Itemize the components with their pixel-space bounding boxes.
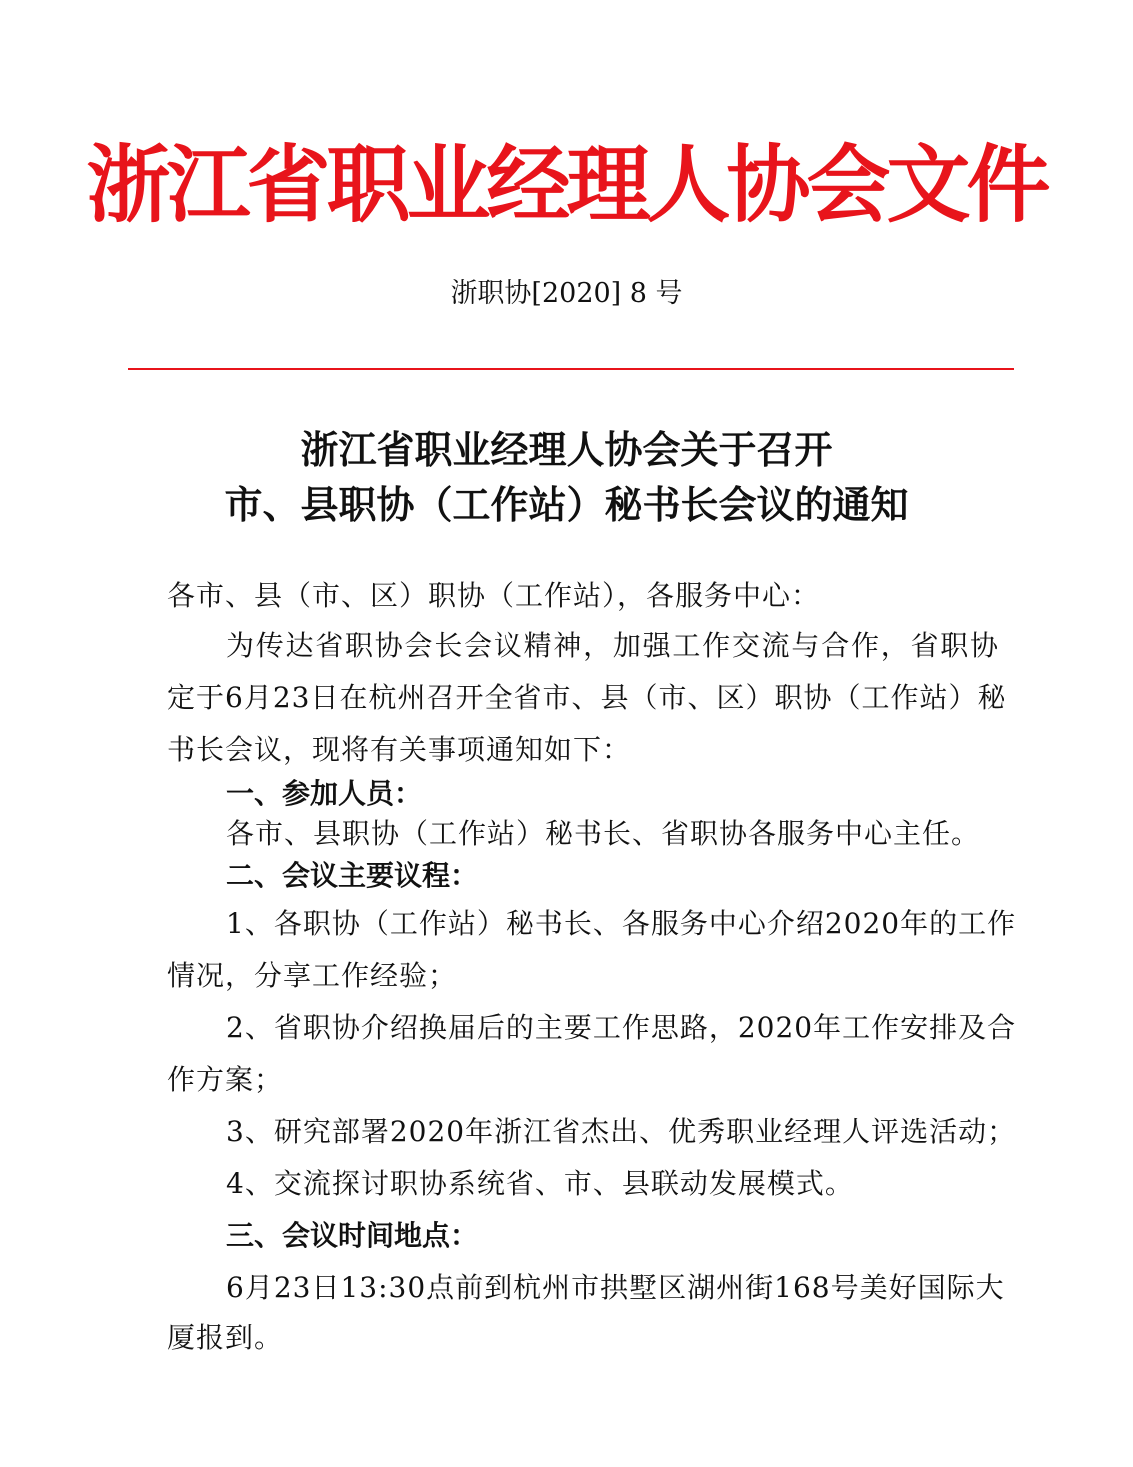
agenda-item-2-line-2: 作方案； (167, 1063, 284, 1096)
notice-title-line-2: 市、县职协（工作站）秘书长会议的通知 (224, 483, 909, 527)
document-number: 浙职协[2020] 8 号 (450, 278, 683, 309)
agenda-item-3: 3、研究部署2020年浙江省杰出、优秀职业经理人评选活动； (226, 1115, 1017, 1148)
section-1-heading: 一、参加人员： (226, 777, 423, 810)
section-3-line-2: 厦报到。 (167, 1321, 284, 1354)
salutation: 各市、县（市、区）职协（工作站），各服务中心： (167, 579, 821, 612)
org-letterhead-title: 浙江省职业经理人协会文件 (86, 136, 1047, 234)
notice-title-line-1: 浙江省职业经理人协会关于召开 (300, 428, 833, 472)
red-divider-line (128, 368, 1014, 370)
intro-line-3: 书长会议，现将有关事项通知如下： (167, 733, 632, 766)
agenda-item-1-line-1: 1、各职协（工作站）秘书长、各服务中心介绍2020年的工作 (226, 907, 1017, 940)
section-3-line-1: 6月23日13:30点前到杭州市拱墅区湖州街168号美好国际大 (226, 1271, 1005, 1304)
intro-line-1: 为传达省职协会长会议精神，加强工作交流与合作，省职协 (226, 629, 999, 662)
intro-line-2: 定于6月23日在杭州召开全省市、县（市、区）职协（工作站）秘 (167, 681, 1007, 714)
section-2-heading: 二、会议主要议程： (226, 859, 479, 892)
section-1-content: 各市、县职协（工作站）秘书长、省职协各服务中心主任。 (226, 817, 981, 850)
agenda-item-1-line-2: 情况，分享工作经验； (167, 959, 458, 992)
section-3-heading: 三、会议时间地点： (226, 1219, 479, 1252)
agenda-item-2-line-1: 2、省职协介绍换届后的主要工作思路，2020年工作安排及合 (226, 1011, 1017, 1044)
agenda-item-4: 4、交流探讨职协系统省、市、县联动发展模式。 (226, 1167, 854, 1200)
